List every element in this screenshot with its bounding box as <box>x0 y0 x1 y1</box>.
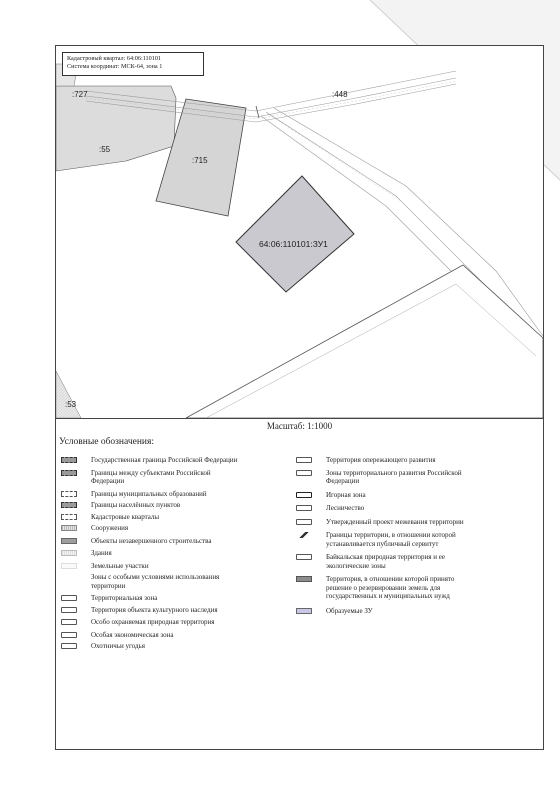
legend-symbol-icon <box>61 491 77 497</box>
legend-item <box>61 490 241 499</box>
legend-symbol-icon <box>61 563 77 569</box>
legend-label: Игорная зона <box>326 490 366 499</box>
legend-item <box>296 491 476 500</box>
legend-label: Территориальная зона <box>91 594 158 602</box>
legend-label: Территория опережающего развития <box>326 456 436 464</box>
legend-label: Земельные участки <box>91 561 149 570</box>
legend-item <box>61 642 241 651</box>
legend-item <box>61 513 241 522</box>
legend-label: Сооружения <box>91 524 129 532</box>
legend-item <box>296 469 476 486</box>
legend-item <box>61 562 241 571</box>
legend-symbol-icon <box>61 502 77 508</box>
parcel-53 <box>56 371 81 418</box>
legend-label: Байкальская природная территория и ее экологические зоны <box>326 553 445 570</box>
legend-symbol-icon <box>61 574 77 580</box>
legend-label: Границы между субъектами Российской Федерации <box>91 468 211 485</box>
legend-symbol-icon <box>296 576 312 582</box>
legend-symbol-icon <box>61 525 77 531</box>
legend-symbol-icon <box>61 538 77 544</box>
legend-label: Особо охраняемая природная территория <box>91 618 215 626</box>
legend-item <box>61 631 241 640</box>
legend-label: Зоны территориального развития Российской Федерации <box>326 468 462 485</box>
legend-item <box>61 606 241 615</box>
legend-symbol-icon <box>61 595 77 601</box>
legend-symbol-icon <box>61 514 77 520</box>
legend-symbol-icon <box>296 554 312 560</box>
label-55: :55 <box>99 145 111 154</box>
legend-label: Утвержденный проект межевания территории <box>326 517 464 526</box>
legend-symbol-icon <box>61 643 77 649</box>
map-scale: Масштаб: 1:1000 <box>266 421 333 431</box>
legend-symbol-icon <box>61 550 77 556</box>
legend-label: Лесничество <box>326 504 365 512</box>
legend-right-column <box>296 456 476 618</box>
legend-symbol-icon <box>61 632 77 638</box>
parcel-large <box>186 265 543 418</box>
parcel-zu1 <box>236 176 354 292</box>
cadastral-map[interactable] <box>56 46 543 419</box>
legend-label: Государственная граница Российской Федерации <box>91 456 238 464</box>
legend-left-column <box>61 456 241 654</box>
legend-item <box>61 537 241 546</box>
legend-symbol-icon <box>296 519 312 525</box>
map-graphics <box>56 46 543 418</box>
legend-symbol-icon <box>61 457 77 463</box>
legend-label: Образуемые ЗУ <box>326 606 373 615</box>
legend-item <box>296 575 476 601</box>
legend-item <box>296 553 476 570</box>
cadastral-sheet <box>55 45 544 750</box>
legend-label: Территория объекта культурного наследия <box>91 605 218 614</box>
label-448: :448 <box>332 90 348 99</box>
legend-title: Условные обозначения: <box>59 437 155 447</box>
label-715: :715 <box>192 156 208 165</box>
legend-item <box>296 518 476 527</box>
legend-item <box>61 524 241 533</box>
legend-label: Объекты незавершенного строительства <box>91 536 212 545</box>
legend-symbol-icon <box>296 492 312 498</box>
legend-symbol-icon <box>296 505 312 511</box>
legend-item <box>61 501 241 510</box>
legend-label: Охотничьи угодья <box>91 642 145 650</box>
legend-item <box>61 469 241 486</box>
legend-item <box>61 618 241 627</box>
quarter-number: Кадастровый квартал: 64:06:110101 <box>67 55 162 62</box>
legend-symbol-icon <box>61 619 77 625</box>
legend-label: Кадастровые кварталы <box>91 512 160 521</box>
legend-label: Территория, в отношении которой принято решение о резервировании земель для государственных и муниципальных нужд <box>326 575 455 600</box>
legend-symbol-icon <box>296 457 312 463</box>
legend-label: Границы территории, в отношении которой устанавливается публичный сервитут <box>326 531 456 548</box>
label-zu1: 64:06:110101:ЗУ1 <box>259 239 328 249</box>
legend-symbol-icon <box>61 470 77 476</box>
legend-symbol-icon <box>296 470 312 476</box>
label-727: :727 <box>72 90 88 99</box>
legend-item <box>61 549 241 558</box>
legend-item <box>61 573 241 590</box>
legend-symbol-icon <box>296 532 312 538</box>
legend-item <box>296 504 476 513</box>
legend-label: Особая экономическая зона <box>91 630 174 639</box>
legend-label: Зоны с особыми условиями использования территории <box>91 573 220 590</box>
legend-symbol-icon <box>296 608 312 614</box>
coordinate-system: Система координат: МСК-64, зона 1 <box>67 63 163 70</box>
label-53: :53 <box>65 400 77 409</box>
legend-item <box>61 594 241 603</box>
legend-item <box>296 531 476 548</box>
map-info-box <box>62 52 204 76</box>
legend-symbol-icon <box>61 607 77 613</box>
legend-item <box>61 456 241 465</box>
legend-item <box>296 456 476 465</box>
legend-item <box>296 607 476 616</box>
legend-label: Границы муниципальных образований <box>91 489 207 498</box>
legend-label: Границы населённых пунктов <box>91 501 181 509</box>
legend-label: Здания <box>91 549 112 557</box>
